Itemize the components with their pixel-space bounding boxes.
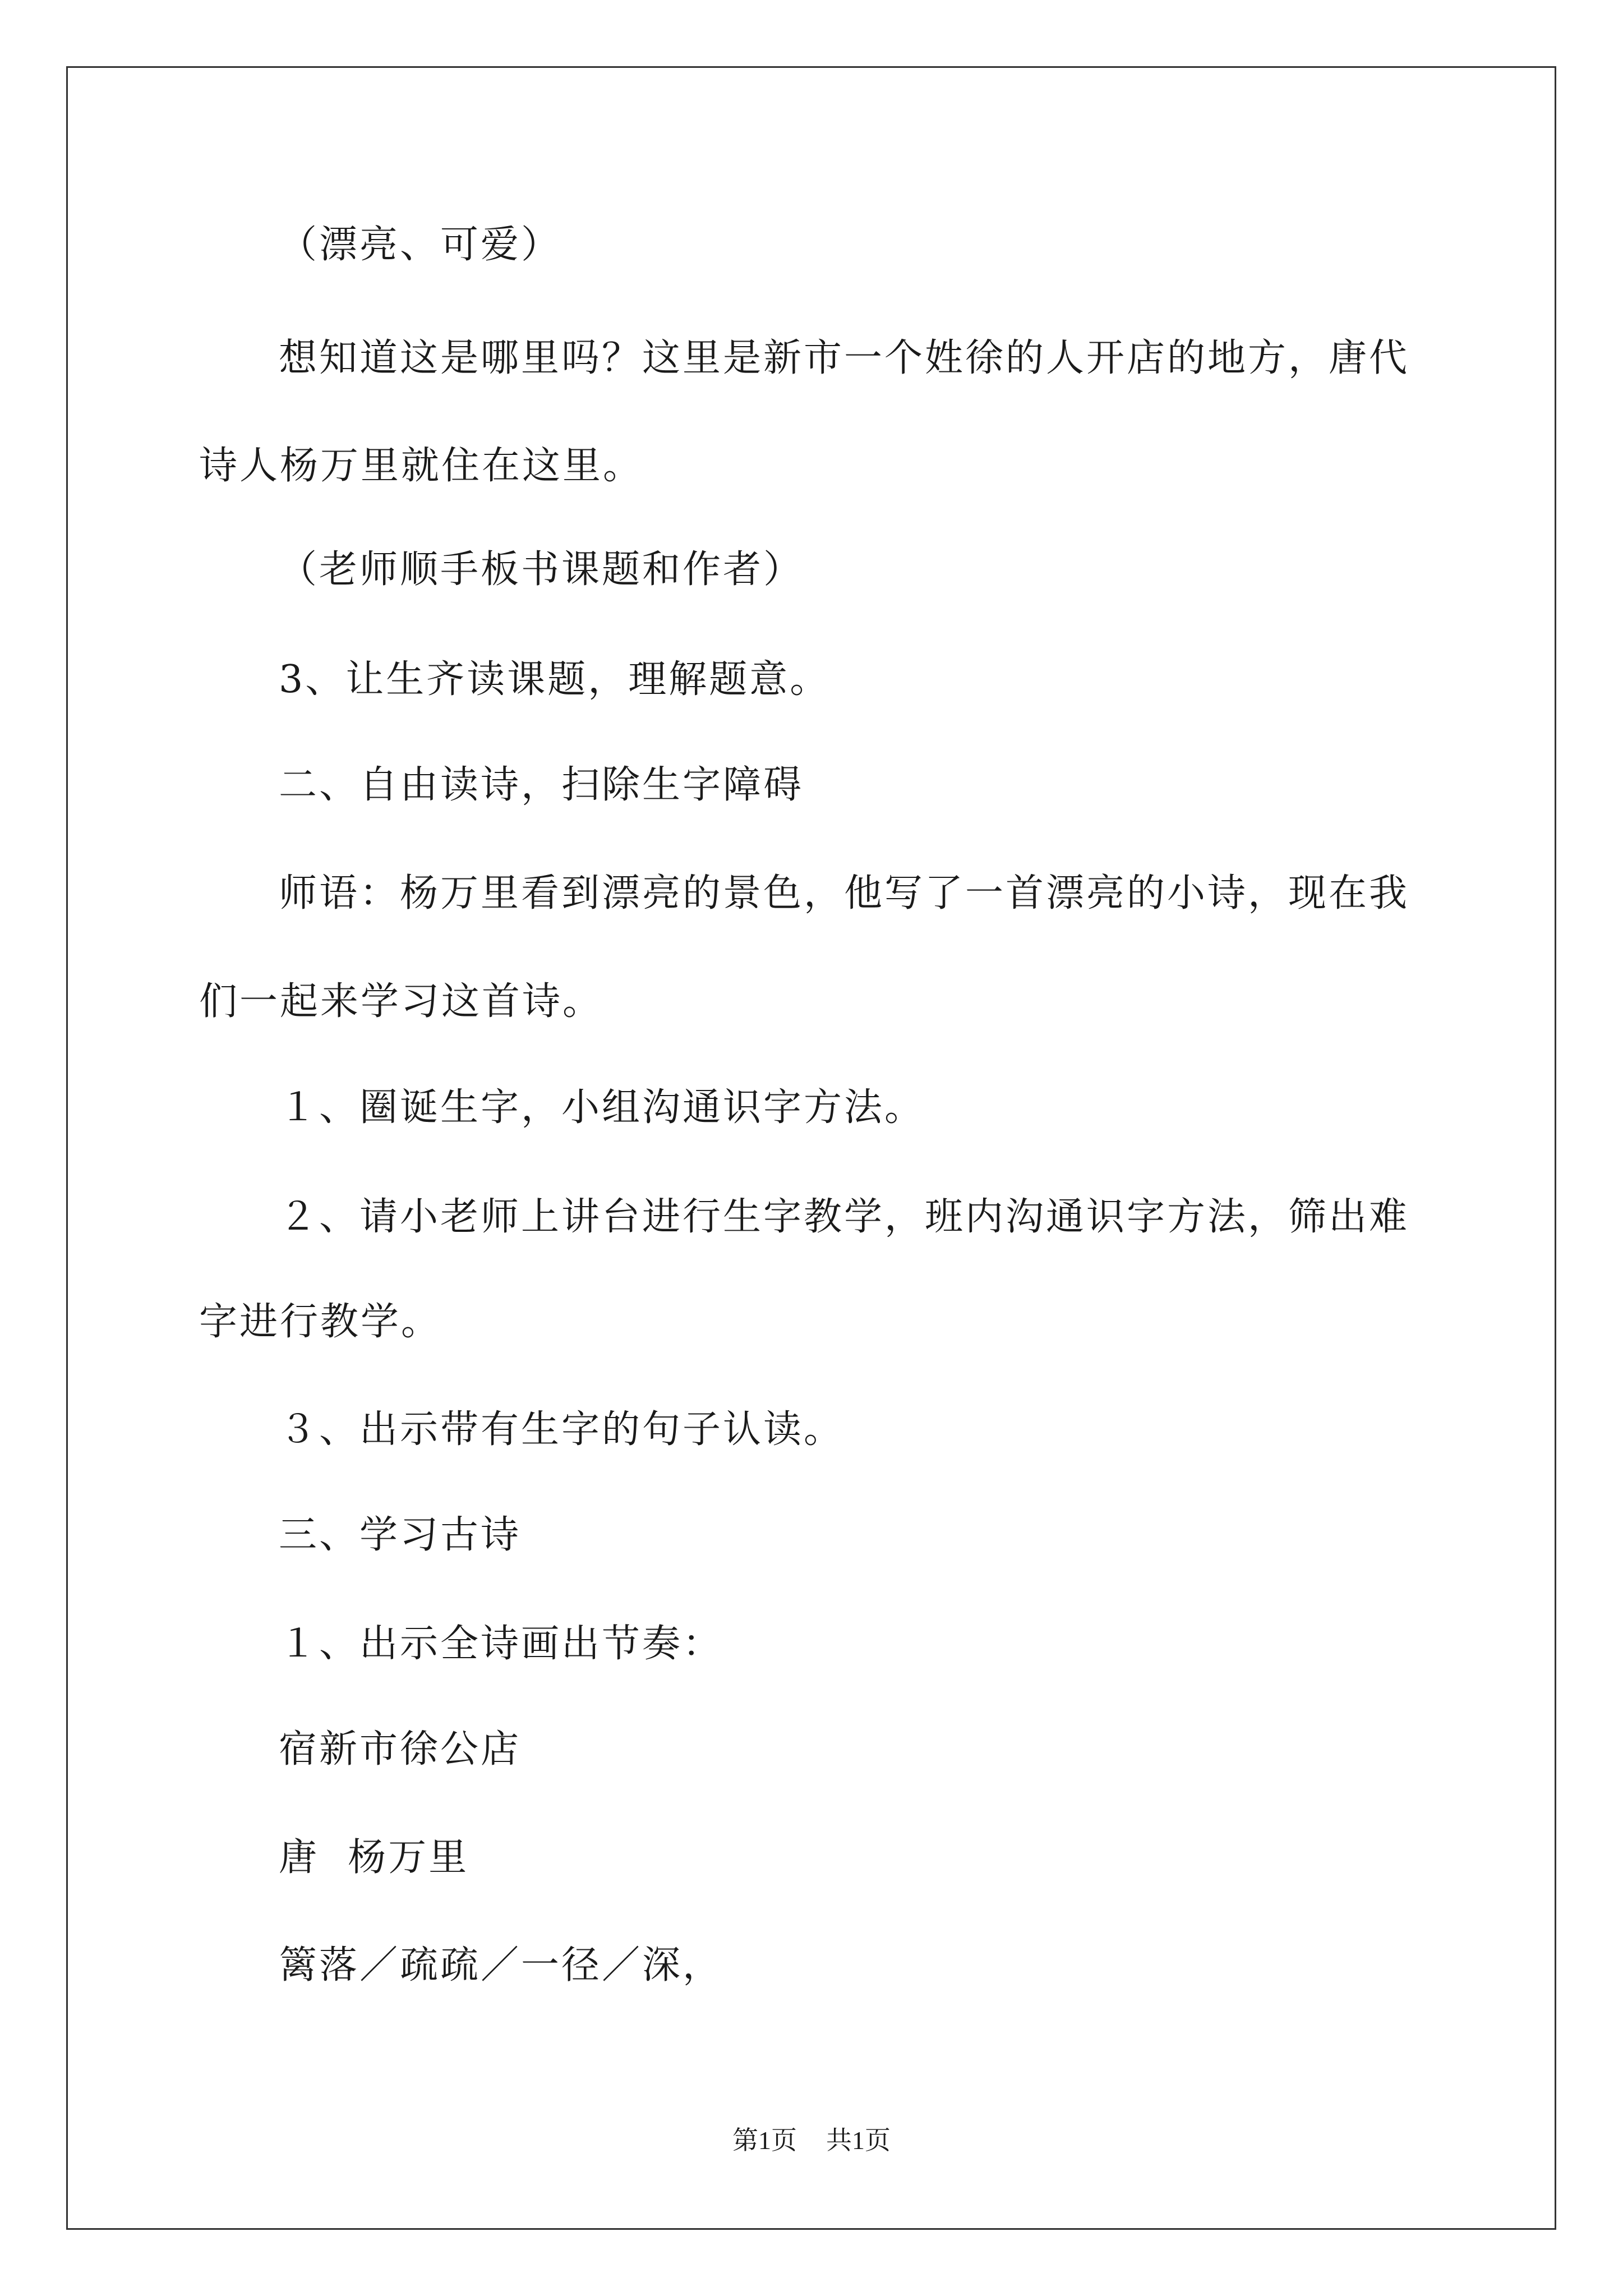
paragraph-continuation: 字进行教学。 <box>199 1300 442 1344</box>
paragraph: １、出示全诗画出节奏： <box>279 1622 723 1666</box>
paragraph: （老师顺手板书课题和作者） <box>279 547 804 592</box>
page-footer <box>0 2128 1623 2154</box>
paragraph: １、圈诞生字，小组沟通识字方法。 <box>279 1085 925 1130</box>
paragraph: 想知道这是哪里吗？这里是新市一个姓徐的人开店的地方，唐代 <box>279 336 1410 380</box>
poem-author: 唐 杨万里 <box>279 1835 469 1880</box>
poem-title: 宿新市徐公店 <box>279 1727 522 1772</box>
paragraph-continuation: 诗人杨万里就住在这里。 <box>199 444 644 488</box>
section-heading: 三、学习古诗 <box>279 1513 522 1557</box>
page-total: 共1页 <box>826 2126 891 2155</box>
page-border <box>66 66 1556 2230</box>
paragraph: ３、出示带有生字的句子认读。 <box>279 1407 845 1452</box>
paragraph: 师语：杨万里看到漂亮的景色，他写了一首漂亮的小诗，现在我 <box>279 871 1410 915</box>
paragraph: 3、让生齐读课题，理解题意。 <box>279 657 831 702</box>
paragraph: （漂亮、可爱） <box>279 223 562 267</box>
page-number: 第1页 <box>732 2126 797 2155</box>
section-heading: 二、自由读诗，扫除生字障碍 <box>279 763 804 807</box>
poem-line: 篱落／疏疏／一径／深， <box>279 1943 723 1987</box>
paragraph: ２、请小老师上讲台进行生字教学，班内沟通识字方法，筛出难 <box>279 1195 1410 1239</box>
paragraph-continuation: 们一起来学习这首诗。 <box>199 979 603 1024</box>
